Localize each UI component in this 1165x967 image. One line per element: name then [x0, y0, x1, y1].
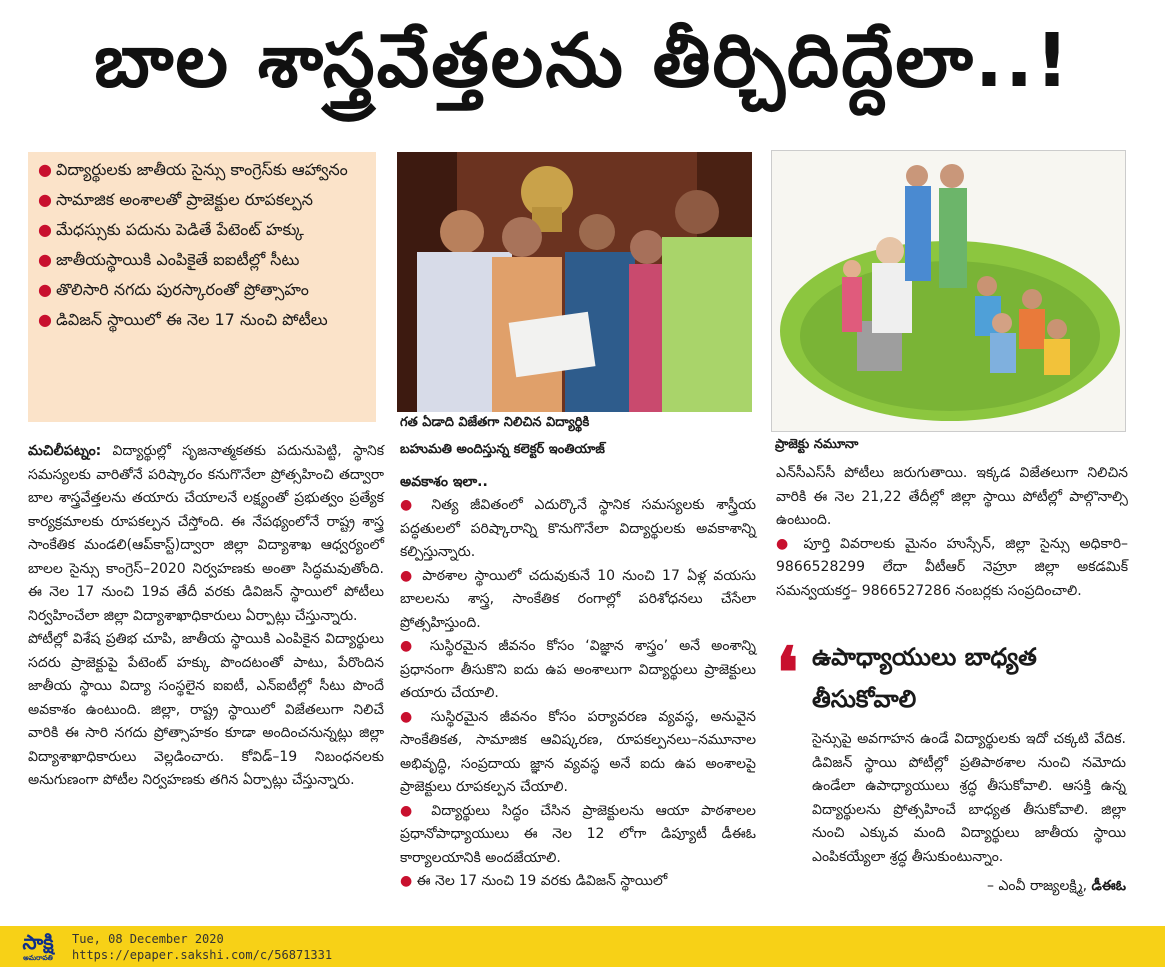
highlight-item	[36, 218, 370, 242]
headline: బాల శాస్త్రవేత్తలను తీర్చిదిద్దేలా..!	[94, 18, 1071, 104]
collector-award-photo	[397, 152, 752, 412]
bullet-icon: ●	[38, 280, 52, 299]
photo1-illustration	[397, 152, 752, 412]
photo1-caption-line1: గత ఏడాది విజేతగా నిలిచిన విద్యార్థికి	[400, 415, 590, 430]
highlight-item	[36, 158, 370, 182]
dateline: మచిలీపట్నం:	[28, 443, 102, 459]
bullet-icon: ●	[400, 638, 430, 654]
opportunity-item	[400, 706, 756, 800]
quote-signature-name: – ఎంవీ రాజ్యలక్ష్మి,	[987, 878, 1088, 894]
paragraph-1-text: విద్యార్థుల్లో సృజనాత్మకతకు పదునుపెట్టి, స్థానిక సమస్యలకు వారితోనే పరిష్కారం కనుగొనేలా ప్రోత్సహించి తద్వారా బాల శాస్త్రవేత్తలను తయారు చేయాలనే లక్ష్యంతో ప్రభుత్వం ప్రత్యేక కార్యక్రమాలకు రూపకల్పన చేస్తోంది. ఈ నేపథ్యంలోనే రాష్ట్ర శాస్త్ర సాంకేతిక మండలి(ఆప్‌కాస్ట్‌)ద్వారా జిల్లా విద్యాశాఖ ఆధ్వర్యంలో బాలల సైన్సు కాంగ్రెస్‌–2020 నిర్వహణకు అంతా సిద్ధమవుతోంది. ఈ నెల 17 నుంచి 19వ తేదీ వరకు డివిజన్‌ స్థాయిలో పోటీలు నిర్వహించేలా జిల్లా విద్యాశాఖాధికారులు ఏర్పాట్లు చేస్తున్నారు.	[28, 443, 384, 624]
sakshi-logo[interactable]	[8, 930, 68, 963]
col3-paragraph-2	[776, 533, 1128, 604]
footer-date: Tue, 08 December 2020	[72, 932, 224, 946]
opportunity-item	[400, 494, 756, 565]
opportunity-text: విద్యార్థులు సిద్ధం చేసిన ప్రాజెక్టులను ఆయా పాఠశాలల ప్రధానోపాధ్యాయులు ఈ నెల 12 లోగా డిప్యూటీ డీఈఓ కార్యాలయానికి అందజేయాలి.	[400, 802, 756, 866]
bullet-icon: ●	[38, 250, 52, 269]
logo-subtext: అమరావతి	[23, 954, 53, 962]
highlight-item	[36, 248, 370, 272]
col3-paragraph-1: ఎన్‌సీఎస్‌సీ పోటీలు జరుగుతాయి. ఇక్కడ విజేతలుగా నిలిచిన వారికి ఈ నెల 21,22 తేదీల్లో జిల్లా స్థాయి పోటీల్లో పాల్గొనాల్సి ఉంటుంది.	[776, 465, 1128, 528]
article-column-1	[28, 440, 384, 793]
opportunity-text: సుస్థిరమైన జీవనం కోసం ‘విజ్ఞాన శాస్త్రం’ అనే అంశాన్ని ప్రధానంగా తీసుకొని ఐదు ఉప అంశాలుగా విద్యార్థులు ప్రాజెక్టులు తయారు చేయాలి.	[400, 638, 756, 701]
opportunity-subhead: అవకాశం ఇలా..	[400, 474, 488, 490]
bullet-icon: ●	[400, 497, 432, 513]
highlights-list	[36, 158, 370, 332]
logo-text: సాక్షి	[22, 930, 54, 954]
highlight-text: డివిజన్‌ స్థాయిలో ఈ నెల 17 నుంచి పోటీలు	[56, 310, 328, 329]
opportunity-text: ఈ నెల 17 నుంచి 19 వరకు డివిజన్‌ స్థాయిలో	[416, 873, 668, 889]
quote-box	[776, 628, 1128, 908]
opportunity-item	[400, 870, 756, 894]
photo1-caption	[400, 409, 750, 463]
highlight-item	[36, 278, 370, 302]
footer-meta	[72, 931, 332, 963]
photo1-caption-line2: బహుమతి అందిస్తున్న కలెక్టర్‌ ఇంతియాజ్‌	[400, 442, 605, 457]
article-column-2	[400, 470, 756, 894]
opportunity-item	[400, 800, 756, 871]
bullet-icon: ●	[400, 708, 431, 725]
quote-signature-role: డీఈఓ	[1091, 878, 1126, 894]
bullet-icon: ●	[38, 220, 52, 239]
article-column-3	[776, 462, 1128, 603]
photo2-caption: ప్రాజెక్టు నమూనా	[775, 437, 859, 452]
article-paragraph-1	[28, 440, 384, 628]
highlight-text: మేధస్సుకు పదును పెడితే పేటెంట్‌ హక్కు	[56, 220, 304, 239]
bullet-icon: ●	[776, 535, 794, 552]
highlight-text: సామాజిక అంశాలతో ప్రాజెక్టుల రూపకల్పన	[56, 190, 313, 209]
opportunity-list	[400, 494, 756, 894]
bullet-icon: ●	[38, 310, 52, 329]
opportunity-text: పాఠశాల స్థాయిలో చదువుకునే 10 నుంచి 17 ఏళ్ల వయసు బాలలను శాస్త్ర, సాంకేతిక రంగాల్లో పరిశోధనలు చేసేలా ప్రోత్సహిస్తుంది.	[400, 567, 756, 631]
quote-text: సైన్సుపై అవగాహన ఉండే విద్యార్థులకు ఇదో చక్కటి వేదిక. డివిజన్‌ స్థాయి పోటీల్లో ప్రతిపాఠశాల నుంచి నమోదు ఉండేలా ఉపాధ్యాయులు శ్రద్ధ తీసుకోవాలి. ఆసక్తి ఉన్న విద్యార్థులను ప్రోత్సహించే బాధ్యత తీసుకోవాలి. జిల్లా నుంచి ఎక్కువ మంది విద్యార్థులు జాతీయ స్థాయి ఎంపికయ్యేలా శ్రద్ధ తీసుకుంటున్నాం.	[812, 731, 1126, 865]
col3-paragraph-2-text: పూర్తి వివరాలకు మైనం హుస్సేన్‌, జిల్లా సైన్సు అధికారి–9866528299 లేదా వీటీఆర్‌ నెహ్రూ జిల్లా అకడమిక్‌ సమన్వయకర్త– 9866527286 నంబర్లకు సంప్రదించాలి.	[776, 535, 1129, 599]
highlight-text: తొలిసారి నగదు పురస్కారంతో ప్రోత్సాహం	[56, 280, 309, 299]
bullet-icon: ●	[38, 190, 52, 209]
article-paragraph-2: పోటీల్లో విశేష ప్రతిభ చూపి, జాతీయ స్థాయికి ఎంపికైన విద్యార్థులు సదరు ప్రాజెక్టుపై పేటెంట్‌ హక్కు పొందటంతో పాటు, పేరొందిన జాతీయ స్థాయి విద్యా సంస్థలైన ఐఐటీ, ఎన్‌ఐటీల్లో సీటు పొందే అవకాశం ఉంటుంది. జిల్లా, రాష్ట్ర స్థాయిలో విజేతలుగా నిలిచే వారికి ఈ సారి నగదు ప్రోత్సాహకం కూడా అందించనున్నట్లు జిల్లా విద్యాశాఖాధికారులు వెల్లడించారు. కోవిడ్‌–19 నిబంధనలకు అనుగుణంగా పోటీల నిర్వహణకు తగిన ఏర్పాట్లు చేస్తున్నారు.	[28, 631, 384, 788]
opportunity-item	[400, 565, 756, 636]
quote-mark-icon: ❛	[776, 631, 799, 714]
footer-bar	[0, 926, 1165, 967]
bullet-icon: ●	[38, 160, 52, 179]
footer-url[interactable]: https://epaper.sakshi.com/c/56871331	[72, 948, 333, 962]
project-sample-illustration	[771, 150, 1126, 432]
bullet-icon: ●	[400, 567, 423, 584]
highlight-item	[36, 188, 370, 212]
highlight-text: జాతీయస్థాయికి ఎంపికైతే ఐఐటీల్లో సీటు	[56, 250, 300, 269]
highlight-item	[36, 308, 370, 332]
quote-signature	[812, 878, 1126, 897]
quote-title: ఉపాధ్యాయులు బాధ్యత తీసుకోవాలి	[812, 643, 1037, 713]
opportunity-text: సుస్థిరమైన జీవనం కోసం పర్యావరణ వ్యవస్థ, అనువైన సాంకేతికత, సామాజిక ఆవిష్కరణ, రూపకల్పనలు–నమూనాల అభివృద్ధి, సంప్రదాయ జ్ఞాన వ్యవస్థ అనే ఐదు ఉప అంశాలపై ప్రాజెక్టులు రూపకల్పన చేయాలి.	[400, 708, 756, 795]
highlight-text: విద్యార్థులకు జాతీయ సైన్సు కాంగ్రెస్‌కు ఆహ్వానం	[56, 160, 348, 179]
opportunity-item	[400, 635, 756, 706]
opportunity-text: నిత్య జీవితంలో ఎదుర్కొనే స్థానిక సమస్యలకు శాస్త్రీయ పద్ధతులలో పరిష్కారాన్ని కొనుగొనేలా విద్యార్థులకు అవకాశాన్ని కల్పిస్తున్నారు.	[400, 497, 756, 560]
highlights-box	[28, 152, 376, 422]
bullet-icon: ●	[400, 873, 417, 889]
bullet-icon: ●	[400, 802, 432, 819]
photo2-illustration	[772, 151, 1126, 432]
